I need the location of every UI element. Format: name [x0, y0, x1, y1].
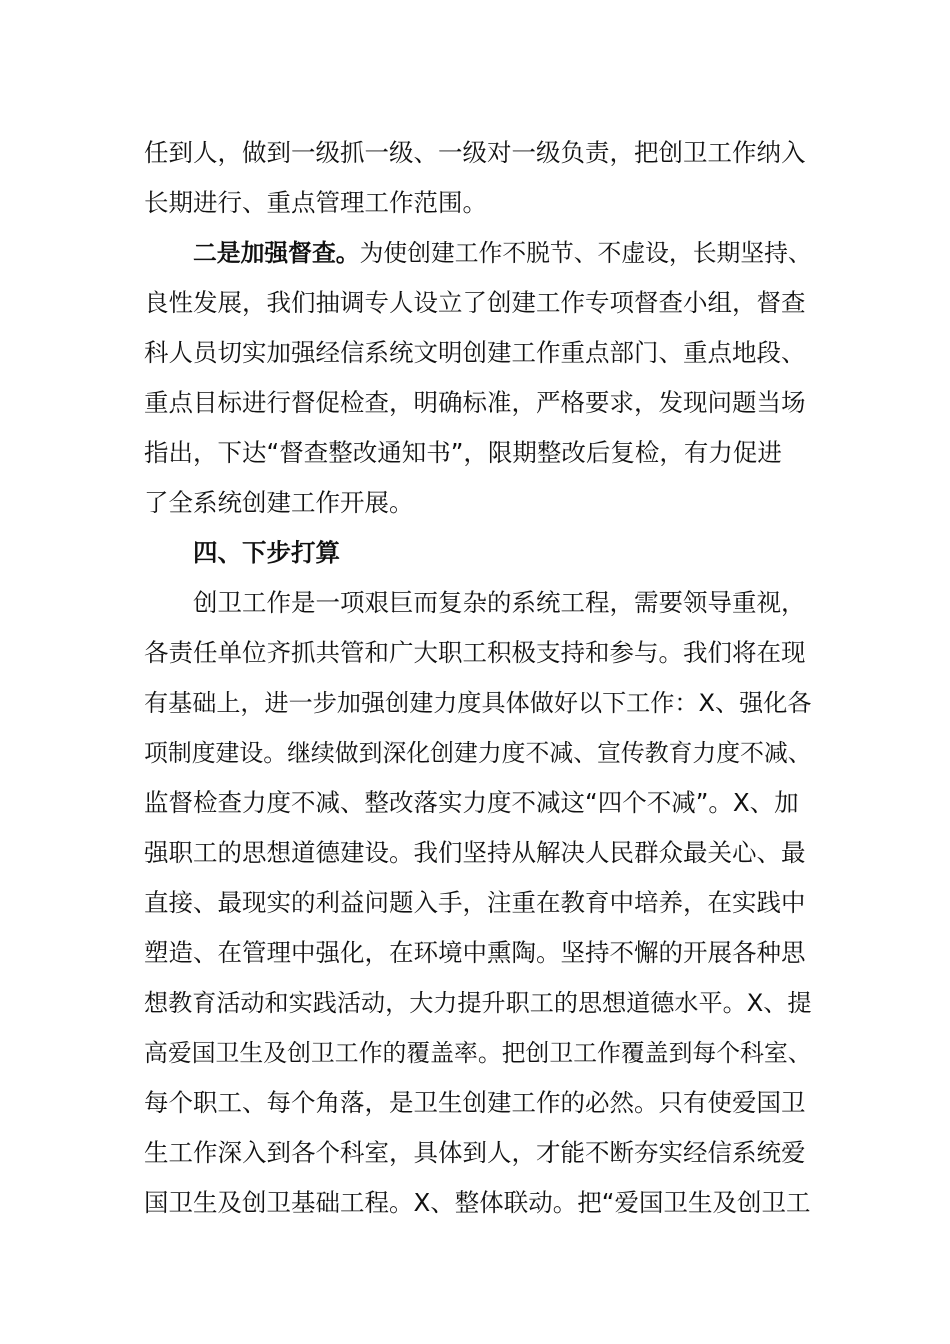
text-segment: 创卫工作是一项艰巨而复杂的系统工程，需要领导重视， — [193, 588, 806, 617]
text-line — [144, 1078, 812, 1128]
text-segment: 监督检查力度不减、整改落实力度不减这“四个不减”。X、加 — [144, 788, 799, 817]
text-segment: 重点目标进行督促检查，明确标准，严格要求，发现问题当场 — [144, 388, 806, 417]
text-line — [144, 1178, 812, 1228]
document-body — [144, 128, 812, 1228]
paragraph-first-line — [144, 578, 812, 628]
text-line — [144, 1028, 812, 1078]
text-segment: 国卫生及创卫基础工程。X、整体联动。把“爱国卫生及创卫工 — [144, 1188, 811, 1217]
text-line — [144, 828, 812, 878]
text-segment: 为使创建工作不脱节、不虚设，长期坚持、 — [359, 239, 812, 267]
text-segment: 指出，下达“督查整改通知书”，限期整改后复检，有力促进 — [144, 438, 782, 467]
text-line — [144, 328, 812, 378]
text-line — [144, 178, 812, 228]
text-segment: 科人员切实加强经信系统文明创建工作重点部门、重点地段、 — [144, 338, 806, 367]
section-heading-text: 四、下步打算 — [193, 538, 340, 567]
text-line — [144, 878, 812, 928]
text-segment: 直接、最现实的利益问题入手，注重在教育中培养，在实践中 — [144, 888, 806, 917]
text-segment: 项制度建设。继续做到深化创建力度不减、宣传教育力度不减、 — [144, 739, 812, 767]
text-line — [144, 728, 812, 778]
text-line — [144, 428, 812, 478]
text-segment: 了全系统创建工作开展。 — [144, 488, 414, 517]
text-line — [144, 978, 812, 1028]
text-line — [144, 778, 812, 828]
text-segment: 长期进行、重点管理工作范围。 — [144, 188, 487, 217]
text-line — [144, 628, 812, 678]
text-line — [144, 928, 812, 978]
text-segment: 塑造、在管理中强化，在环境中熏陶。坚持不懈的开展各种思 — [144, 938, 806, 967]
section-heading-inline: 二是加强督查。 — [193, 239, 360, 267]
text-line — [144, 378, 812, 428]
text-line — [144, 678, 812, 728]
section-heading — [144, 528, 812, 578]
paragraph-first-line — [144, 228, 812, 278]
text-segment: 强职工的思想道德建设。我们坚持从解决人民群众最关心、最 — [144, 838, 806, 867]
text-line — [144, 478, 812, 528]
text-segment: 想教育活动和实践活动，大力提升职工的思想道德水平。X、提 — [144, 989, 812, 1017]
text-line — [144, 1128, 812, 1178]
text-segment: 每个职工、每个角落，是卫生创建工作的必然。只有使爱国卫 — [144, 1088, 806, 1117]
text-segment: 良性发展，我们抽调专人设立了创建工作专项督查小组，督查 — [144, 288, 806, 317]
text-segment: 生工作深入到各个科室，具体到人，才能不断夯实经信系统爱 — [144, 1138, 806, 1167]
text-segment: 各责任单位齐抓共管和广大职工积极支持和参与。我们将在现 — [144, 638, 806, 667]
text-segment: 任到人，做到一级抓一级、一级对一级负责，把创卫工作纳入 — [144, 138, 806, 167]
text-line — [144, 128, 812, 178]
text-segment: 高爱国卫生及创卫工作的覆盖率。把创卫工作覆盖到每个科室、 — [144, 1039, 812, 1067]
text-line — [144, 278, 812, 328]
text-segment: 有基础上，进一步加强创建力度具体做好以下工作：X、强化各 — [144, 689, 812, 717]
